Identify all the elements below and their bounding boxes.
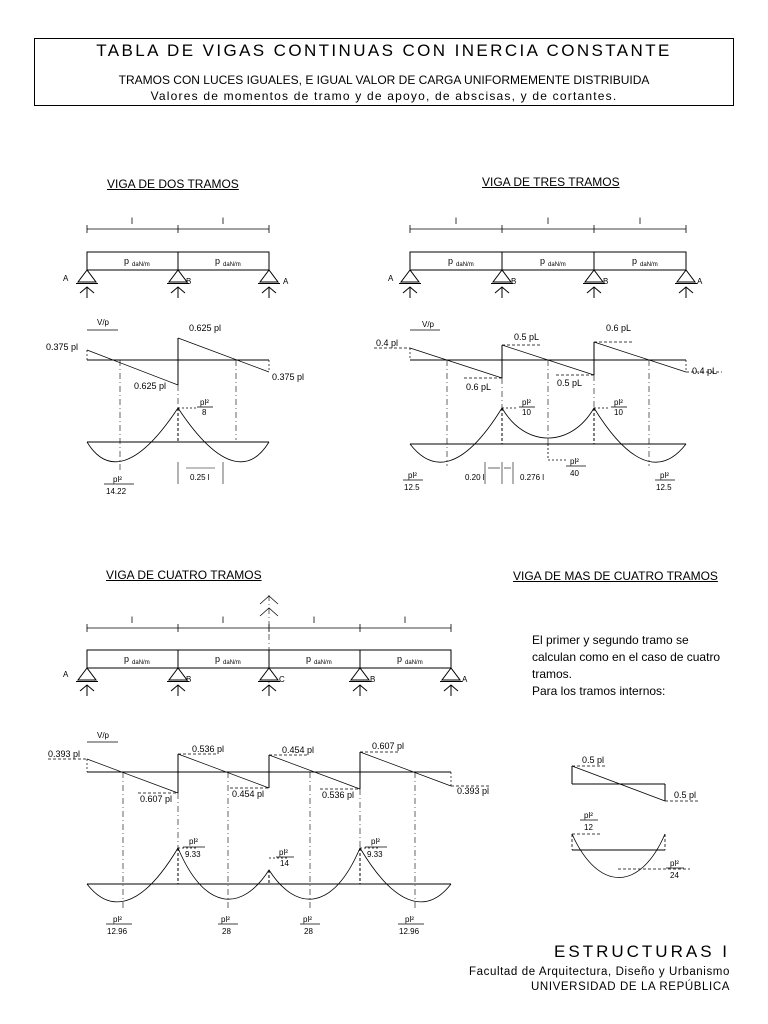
note-text: El primer y segundo tramo se calculan como en el caso de cuatro tramos. Para los tramos internos: (532, 633, 721, 698)
pin-support (583, 270, 605, 298)
shear-value: 0.454 pl (232, 789, 265, 799)
moment-numerator: pl² (522, 398, 531, 407)
shear-value: 0.375 pl (46, 342, 79, 352)
shear-value: 0.4 pL (692, 366, 718, 376)
abscissa-value: 0.25 l (190, 473, 210, 482)
moment-denominator: 12.96 (107, 927, 128, 936)
support-label: B (511, 277, 517, 286)
moment-numerator: pl² (660, 471, 669, 480)
moment-numerator: pl² (303, 915, 312, 924)
shear-ratio-label: V/p (97, 318, 110, 327)
span-label: l (131, 615, 133, 625)
shear-value: 0.5 pL (514, 332, 540, 342)
sheet-title: TABLA DE VIGAS CONTINUAS CON INERCIA CONSTANTE (96, 41, 672, 60)
shear-value: 0.6 pL (606, 323, 632, 333)
pin-support (258, 270, 280, 298)
shear-value: 0.5 pl (674, 790, 697, 800)
moment-numerator: pl² (221, 915, 230, 924)
load-label: p $_{daN/m}$ (397, 654, 423, 666)
moment-numerator: pl² (113, 915, 122, 924)
moment-numerator: pl² (405, 915, 414, 924)
support-label: A (63, 274, 69, 283)
three-spans-diagram (374, 216, 722, 492)
shear-value: 0.536 pl (322, 790, 355, 800)
pin-support (675, 270, 697, 298)
shear-value: 0.393 pl (48, 749, 81, 759)
load-label: p $_{daN/m}$ (215, 256, 241, 268)
course-title: ESTRUCTURAS I (554, 942, 730, 961)
pin-support (440, 668, 462, 696)
abscissa-value: 0.276 l (520, 473, 545, 482)
span-label: l (547, 216, 549, 226)
faculty-name: Facultad de Arquitectura, Diseño y Urbanismo (469, 966, 730, 978)
two-spans-heading: VIGA DE DOS TRAMOS (107, 177, 239, 191)
moment-denominator: 14.22 (106, 487, 127, 496)
shear-value: 0.536 pl (192, 744, 225, 754)
load-label: p $_{daN/m}$ (448, 256, 474, 268)
moment-numerator: pl² (279, 848, 288, 857)
shear-value: 0.454 pl (282, 745, 315, 755)
span-label: l (639, 216, 641, 226)
moment-numerator: pl² (113, 475, 122, 484)
support-label: A (697, 277, 703, 286)
moment-denominator: 10 (614, 408, 623, 417)
span-label: l (222, 216, 224, 226)
pin-support (258, 668, 280, 696)
moment-denominator: 12 (584, 823, 593, 832)
moment-numerator: pl² (200, 398, 209, 407)
sheet-description: Valores de momentos de tramo y de apoyo, de abscisas, y de cortantes. (150, 89, 618, 103)
span-label: l (313, 615, 315, 625)
support-label: B (186, 277, 192, 286)
moment-denominator: 28 (222, 927, 231, 936)
shear-value: 0.625 pl (134, 381, 167, 391)
support-label: C (279, 675, 285, 684)
shear-value: 0.5 pl (582, 755, 605, 765)
shear-ratio-label: V/p (422, 320, 435, 329)
span-label: l (404, 615, 406, 625)
moment-numerator: pl² (584, 811, 593, 820)
shear-value: 0.607 pl (140, 794, 173, 804)
span-label: l (455, 216, 457, 226)
moment-numerator: pl² (189, 837, 198, 846)
pin-support (491, 270, 513, 298)
load-label: p $_{daN/m}$ (540, 256, 566, 268)
internal-span-diagram (572, 755, 700, 880)
support-label: B (603, 277, 609, 286)
moment-numerator: pl² (371, 837, 380, 846)
shear-value: 0.6 pL (466, 382, 492, 392)
shear-value: 0.375 pl (272, 372, 305, 382)
moment-denominator: 12.96 (399, 927, 420, 936)
sheet-subtitle: TRAMOS CON LUCES IGUALES, E IGUAL VALOR DE CARGA UNIFORMEMENTE DISTRIBUIDA (118, 73, 650, 87)
moment-numerator: pl² (408, 471, 417, 480)
load-label: p $_{daN/m}$ (306, 654, 332, 666)
shear-ratio-label: V/p (97, 731, 110, 740)
span-label: l (222, 615, 224, 625)
four-spans-heading: VIGA DE CUATRO TRAMOS (106, 568, 262, 582)
span-label: l (131, 216, 133, 226)
three-spans-heading: VIGA DE TRES TRAMOS (482, 175, 620, 189)
support-label: B (186, 675, 192, 684)
moment-denominator: 9.33 (367, 850, 383, 859)
moment-denominator: 14 (280, 859, 289, 868)
two-spans-diagram (46, 216, 304, 496)
pin-support (399, 270, 421, 298)
moment-numerator: pl² (670, 859, 679, 868)
moment-denominator: 28 (304, 927, 313, 936)
support-label: A (462, 675, 468, 684)
moment-numerator: pl² (570, 457, 579, 466)
abscissa-value: 0.20 l (465, 473, 485, 482)
support-label: A (388, 274, 394, 283)
moment-denominator: 9.33 (185, 850, 201, 859)
pin-support (76, 270, 98, 298)
shear-value: 0.5 pL (557, 378, 583, 388)
shear-value: 0.4 pl (376, 338, 399, 348)
moment-denominator: 12.5 (404, 483, 420, 492)
moment-numerator: pl² (614, 398, 623, 407)
pin-support (349, 668, 371, 696)
moment-denominator: 24 (670, 871, 679, 880)
university-name: UNIVERSIDAD DE LA REPÚBLICA (531, 981, 730, 993)
moment-denominator: 12.5 (656, 483, 672, 492)
shear-value: 0.393 pl (457, 786, 490, 796)
shear-value: 0.607 pl (372, 741, 405, 751)
load-label: p $_{daN/m}$ (215, 654, 241, 666)
support-label: A (63, 670, 69, 679)
four-spans-diagram (48, 595, 490, 936)
pin-support (76, 668, 98, 696)
support-label: B (370, 675, 376, 684)
more-spans-heading: VIGA DE MAS DE CUATRO TRAMOS (513, 569, 718, 583)
moment-denominator: 8 (202, 408, 207, 417)
moment-denominator: 40 (570, 469, 579, 478)
moment-denominator: 10 (522, 408, 531, 417)
load-label: p $_{daN/m}$ (124, 256, 150, 268)
support-label: A (283, 277, 289, 286)
shear-value: 0.625 pl (189, 323, 222, 333)
load-label: p $_{daN/m}$ (124, 654, 150, 666)
load-label: p $_{daN/m}$ (632, 256, 658, 268)
